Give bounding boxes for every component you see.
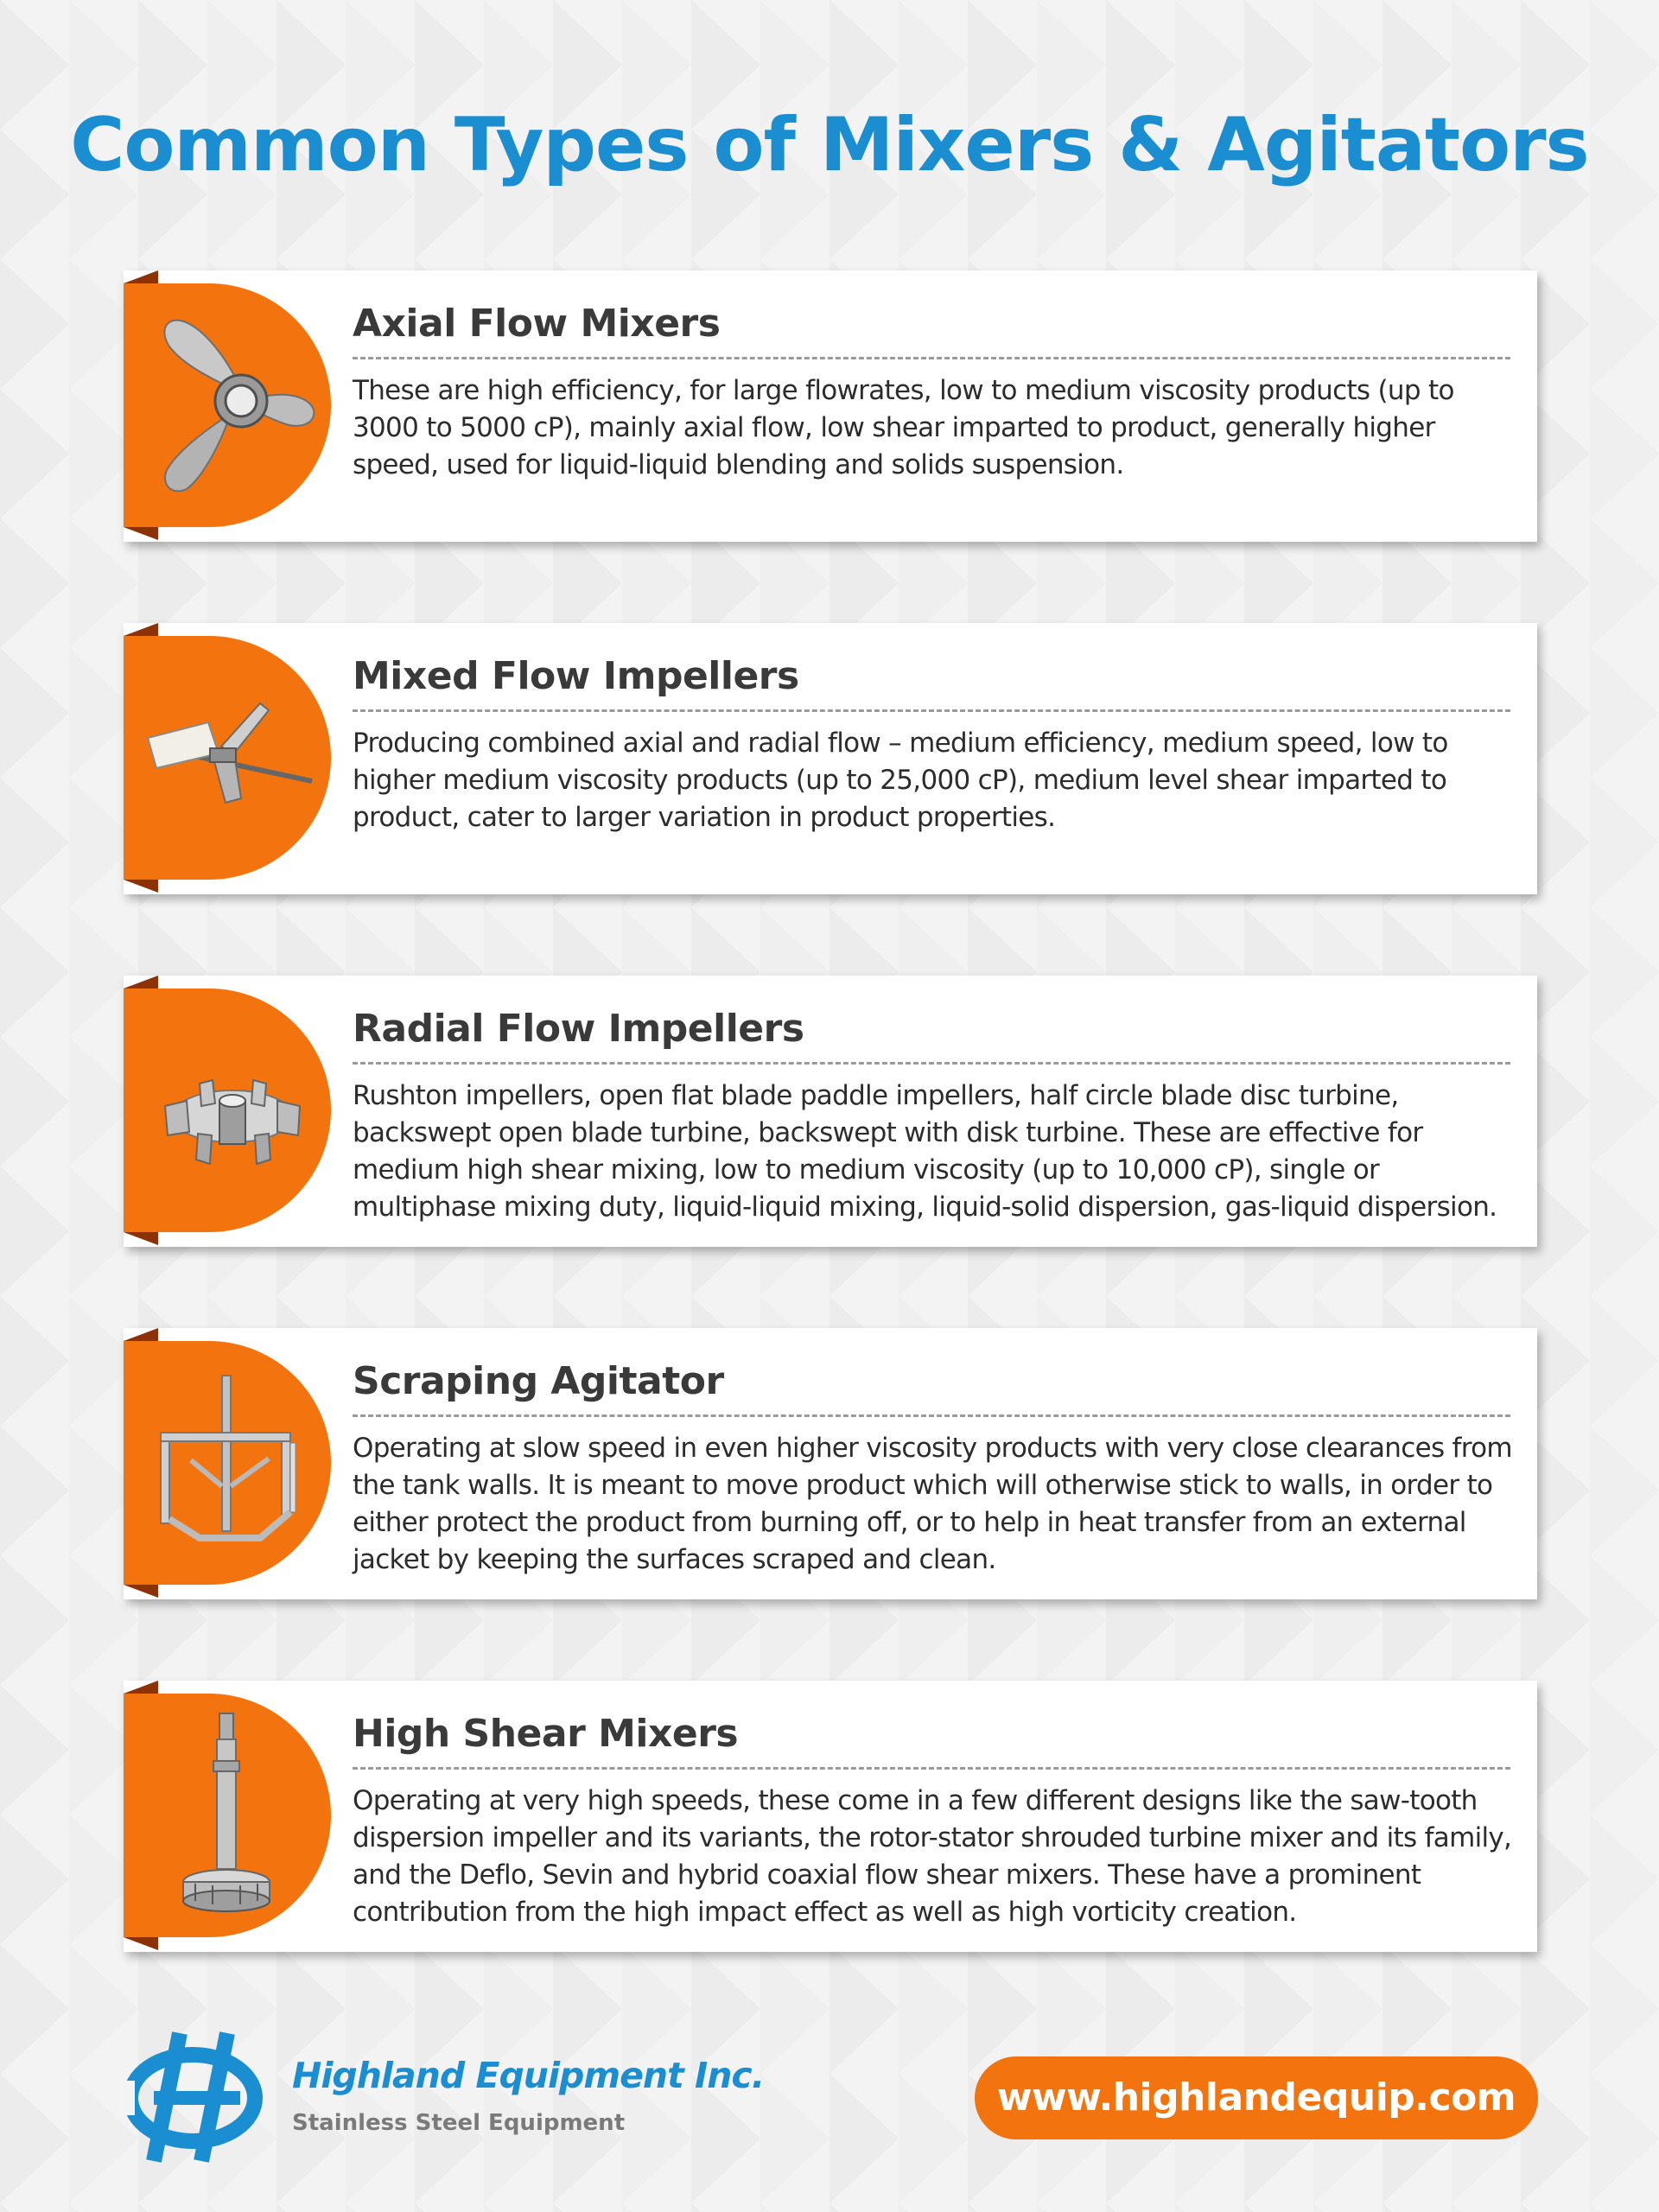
card-axial-flow-mixers <box>124 270 1537 542</box>
ribbon-fold <box>124 270 158 283</box>
card-scraping-agitator <box>124 1328 1537 1599</box>
card-description: Operating at slow speed in even higher viscosity products with very close clearances from the tank walls. It is meant to move product which will otherwise stick to walls, in order to either protect the product from burning off, or to help in heat transfer from an external jacket by keeping the surfaces scraped and clean. <box>353 1433 1512 1575</box>
card-title: Mixed Flow Impellers <box>353 654 799 698</box>
card-description: Rushton impellers, open flat blade paddle impellers, half circle blade disc turbine, backswept open blade turbine, backswept with disk turbine. These are effective for medium high shear mixing, low to medium viscosity (up to 10,000 cP), single or multiphase mixing duty, liquid-liquid mixing, liquid-solid dispersion, gas-liquid dispersion. <box>353 1080 1497 1223</box>
ribbon-fold <box>124 1585 158 1598</box>
card-title: Radial Flow Impellers <box>353 1007 804 1051</box>
dashed-divider <box>353 1767 1510 1770</box>
company-tagline: Stainless Steel Equipment <box>292 2110 626 2136</box>
dashed-divider <box>353 709 1510 712</box>
website-link[interactable]: www.highlandequip.com <box>975 2056 1538 2139</box>
card-title: Axial Flow Mixers <box>353 302 721 346</box>
highland-logo-icon[interactable] <box>119 2029 266 2165</box>
dashed-divider <box>353 1414 1510 1417</box>
ribbon-fold <box>124 1328 158 1341</box>
dashed-divider <box>353 1062 1510 1065</box>
rushton-turbine-icon <box>139 1004 321 1217</box>
card-description: Producing combined axial and radial flow – medium efficiency, medium speed, low to higher medium viscosity products (up to 25,000 cP), medium level shear imparted to product, cater to larger variation in product properties. <box>353 728 1448 833</box>
card-radial-flow-impellers <box>124 976 1537 1247</box>
ribbon-fold <box>124 880 158 893</box>
ribbon-fold <box>124 623 158 636</box>
card-mixed-flow-impellers <box>124 623 1537 894</box>
ribbon-fold <box>124 527 158 540</box>
dashed-divider <box>353 357 1510 359</box>
ribbon-fold <box>124 1232 158 1245</box>
ribbon-fold <box>124 1681 158 1694</box>
axial-propeller-icon <box>139 299 321 512</box>
scraping-agitator-icon <box>139 1357 321 1569</box>
page-title: Common Types of Mixers & Agitators <box>70 102 1589 188</box>
pitched-blade-impeller-icon <box>139 652 321 864</box>
card-title: Scraping Agitator <box>353 1359 724 1403</box>
high-shear-rotor-icon <box>139 1709 321 1922</box>
ribbon-fold <box>124 1937 158 1950</box>
card-high-shear-mixers <box>124 1681 1537 1952</box>
ribbon-fold <box>124 976 158 988</box>
card-description: These are high efficiency, for large flowrates, low to medium viscosity products (up to 3000 to 5000 cP), mainly axial flow, low shear imparted to product, generally higher speed, used for liquid-liquid blending and solids suspension. <box>353 375 1454 480</box>
card-title: High Shear Mixers <box>353 1712 739 1756</box>
card-description: Operating at very high speeds, these come in a few different designs like the saw-tooth dispersion impeller and its variants, the rotor-stator shrouded turbine mixer and its family, and the Deflo, Sevin and hybrid coaxial flow shear mixers. These have a prominent contribution from the high impact effect as well as high vorticity creation. <box>353 1785 1512 1928</box>
company-name: Highland Equipment Inc. <box>292 2055 765 2096</box>
